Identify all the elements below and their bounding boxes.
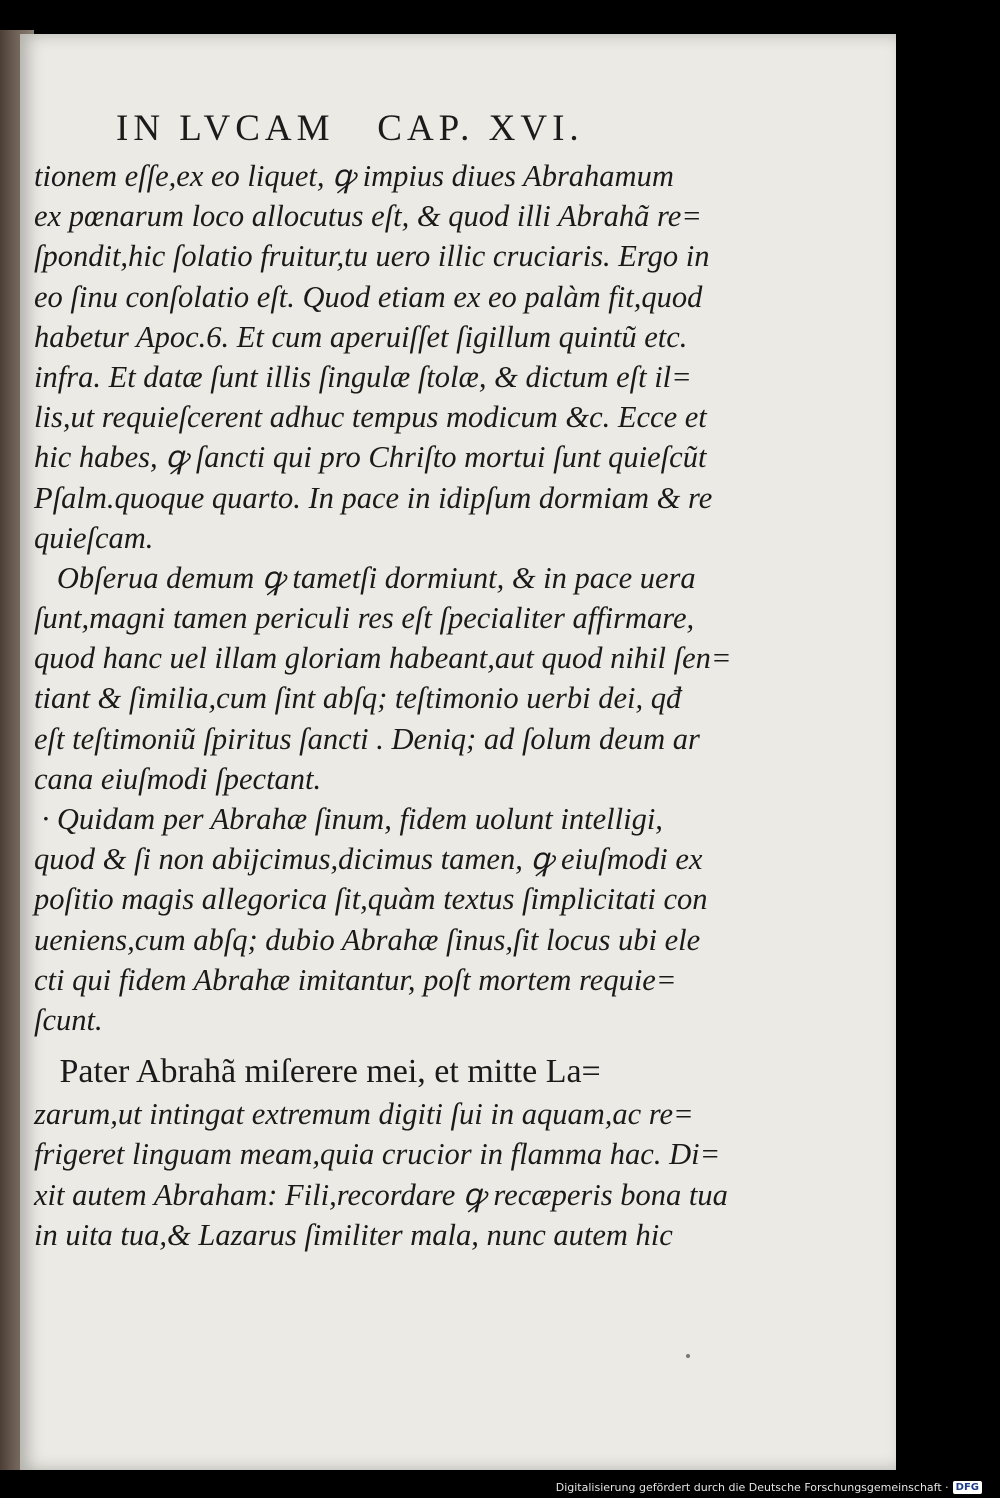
credit-text: Digitalisierung gefördert durch die Deutsche Forschungsgemeinschaft · xyxy=(555,1481,949,1494)
text-line: poſitio magis allegorica ſit,quàm textus ſimplicitati con xyxy=(34,882,708,917)
text-line: ex pœnarum loco allocutus eſt, & quod illi Abrahã re= xyxy=(34,199,702,234)
digitization-credit xyxy=(556,1481,982,1494)
text-line: tionem eſſe,ex eo liquet, ꝙ impius diues Abrahamum xyxy=(34,159,674,193)
text-line: eo ſinu conſolatio eſt. Quod etiam ex eo palàm fit,quod xyxy=(34,279,703,314)
commentary-text xyxy=(34,156,732,1255)
text-line: infra. Et datæ ſunt illis ſingulæ ſtolæ, & dictum eſt il= xyxy=(34,359,692,394)
paper-blemish xyxy=(686,1354,690,1358)
lemma-line: zarum,ut intingat extremum digiti ſui in aquam,ac re= xyxy=(34,1097,694,1132)
text-line: hic habes, ꝙ ſancti qui pro Chriſto mortui ſunt quieſcũt xyxy=(34,440,707,475)
text-line: eſt teſtimoniũ ſpiritus ſancti . Deniq; ad ſolum deum ar xyxy=(34,721,700,756)
text-line: ueniens,cum abſq; dubio Abrahæ ſinus,ſit locus ubi ele xyxy=(34,922,701,957)
lemma-line: xit autem Abraham: Fili,recordare ꝙ recæperis bona tua xyxy=(34,1177,728,1212)
text-line: · Quidam per Abrahæ ſinum, fidem uolunt intelligi, xyxy=(34,802,663,836)
text-line: tiant & ſimilia,cum ſint abſq; teſtimonio uerbi dei, qđ xyxy=(34,681,682,716)
text-line: Pſalm.quoque quarto. In pace in idipſum dormiam & re xyxy=(34,480,713,515)
text-line: quod & ſi non abijcimus,dicimus tamen, ꝙ eiuſmodi ex xyxy=(34,842,703,877)
running-header: IN LVCAM CAP. XVI. xyxy=(116,108,584,149)
text-line: Obſerua demum ꝙ tametſi dormiunt, & in pace uera xyxy=(34,560,696,595)
text-line: quod hanc uel illam gloriam habeant,aut quod nihil ſen= xyxy=(34,641,732,676)
text-line: ſpondit,hic ſolatio fruitur,tu uero illic cruciaris. Ergo in xyxy=(34,239,710,274)
text-line: cana eiuſmodi ſpectant. xyxy=(34,761,322,796)
text-line: habetur Apoc.6. Et cum aperuiſſet ſigillum quintũ etc. xyxy=(34,319,688,354)
book-page xyxy=(20,34,896,1470)
lemma-heading-line: Pater Abrahã miſerere mei, et mitte La= xyxy=(34,1053,601,1091)
lemma-line: frigeret linguam meam,quia crucior in flamma hac. Di= xyxy=(34,1137,721,1172)
paragraph-gap xyxy=(34,1040,694,1050)
dfg-logo: DFG xyxy=(953,1481,982,1494)
text-line: cti qui fidem Abrahæ imitantur, poſt mortem requie= xyxy=(34,962,677,997)
lemma-line: in uita tua,& Lazarus ſimiliter mala, nunc autem hic xyxy=(34,1217,673,1252)
text-line: quieſcam. xyxy=(34,520,154,555)
text-line: lis,ut requieſcerent adhuc tempus modicum &c. Ecce et xyxy=(34,400,707,435)
text-line: ſcunt. xyxy=(34,1002,103,1037)
text-line: ſunt,magni tamen periculi res eſt ſpecialiter affirmare, xyxy=(34,601,695,636)
